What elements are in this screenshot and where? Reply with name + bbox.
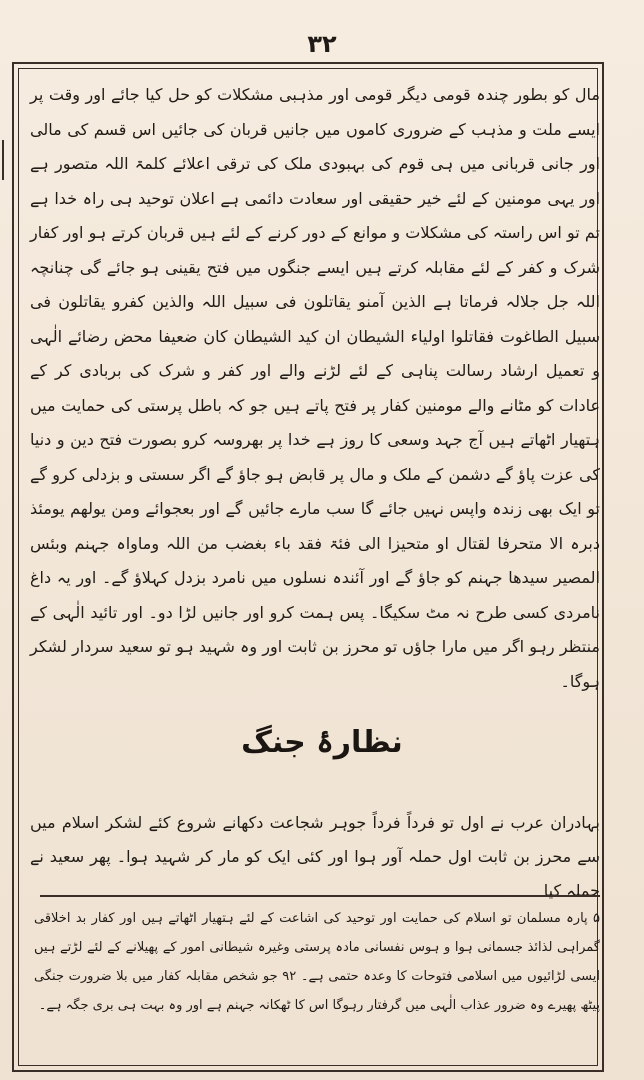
- page-number: ۳۲: [307, 30, 337, 58]
- footnote-text: ۵ پارہ مسلمان تو اسلام کی حمایت اور توحید کی اشاعت کے لئے ہتھیار اٹھاتے ہیں اور کفار بد اخلاقی گمراہی لذائذ جسمانی ہوا و ہوس نفسانی مادہ پرستی وغیرہ شیطانی امور کے پھیلانے کے لئے لڑتے ہیں ایسی لڑائیوں میں اسلامی فتوحات کا وعدہ حتمی ہے۔ ۹۲ جو شخص مقابلہ کفار میں بلا ضرورت جنگی پیٹھ پھیرے وہ ضرور عذاب الٰہی میں گرفتار رہوگا اس کا ٹھکانہ جہنم ہے اور وہ بہت ہی بری جگہ ہے۔: [34, 911, 600, 1013]
- section-paragraph: بہادران عرب نے اول تو فرداً فرداً جوہر شجاعت دکھانے شروع کئے لشکر اسلام میں سے محرز بن ثابت اول حملہ آور ہوا اور کئی ایک کو مار کر شہید ہوا۔ پھر سعید نے حملہ کیا: [30, 813, 600, 900]
- main-text-block: [30, 78, 600, 699]
- section-heading: نظارۂ جنگ: [241, 725, 403, 760]
- body-paragraph: مال کو بطور چندہ قومی دیگر قومی اور مذہبی مشکلات کو حل کیا جائے اور وقت پر ایسے ملت و مذہب کے ضروری کاموں میں جانیں قربان کی جائیں اس قسم کی مالی اور جانی قربانی میں ہی قوم کی بہبودی ملک کی ترقی اعلائے کلمۃ اللہ متصور ہے اور یہی مومنین کے لئے خیر حقیقی اور سعادت دائمی ہے اعلان توحید ہی راہ خدا ہے تم تو اس راستہ کی مشکلات و موانع کے دور کرنے کے لئے ہیں قربان کرتے ہو اور کفار شرک و کفر کے لئے مقابلہ کرتے ہیں ایسے جنگوں میں فتح یقینی ہو جائے گی چنانچہ اللہ جل جلالہ فرماتا ہے الذین آمنو یقاتلون فی سبیل اللہ والذین کفرو یقاتلون فی سبیل الطاغوت فقاتلوا اولیاء الشیطان ان کید الشیطان کان ضعیفا محض رضائے الٰہی و تعمیل ارشاد رسالت پناہی کے لئے لڑنے والے اور کفر و شرک کی بربادی کر کے عادات کو مٹانے والے مومنین کفار پر فتح پاتے ہیں جو کہ باطل پرستی کی حمایت میں ہتھیار اٹھاتے ہیں آج جہد وسعی کا روز ہے خدا پر بھروسہ کرو بصورت فتح دین و دنیا کی عزت پاؤ گے دشمن کے ملک و مال پر قابض ہو جاؤ گے اگر سستی و بزدلی کرو گے تو ایک بھی زندہ واپس نہیں جائے گا سب مارے جائیں گے اور بعجوائے ومن یولھم یومئذ دبرہ الا متحرفا لقتال او متحیزا الی فئۃ فقد باء بغضب من اللہ وماواہ جہنم وبئس المصیر سیدھا جہنم کو جاؤ گے اور آئندہ نسلوں میں نامرد بزدل کہلاؤ گے۔ اور یہ داغ نامردی کسی طرح نہ مٹ سکیگا۔ پس ہمت کرو اور جانیں لڑا دو۔ اور تائید الٰہی کے منتظر رہو اگر میں مارا جاؤں تو محرز بن ثابت اور وہ شہید ہو تو سعید سردار لشکر ہوگا۔: [30, 85, 600, 691]
- footnote-divider: [40, 895, 600, 897]
- margin-mark: [2, 140, 4, 180]
- footnote-block: [34, 904, 600, 1020]
